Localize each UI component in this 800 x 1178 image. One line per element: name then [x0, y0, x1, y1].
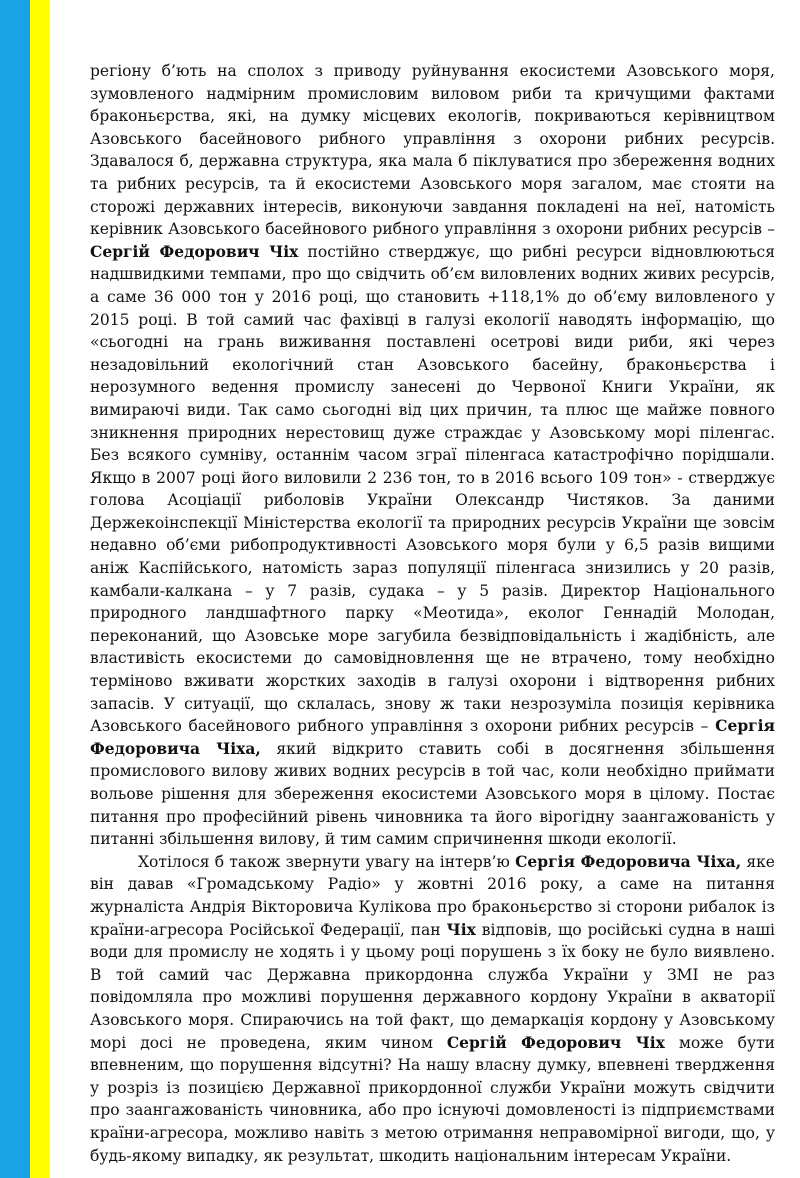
flag-stripe-yellow [30, 0, 50, 1178]
name-bold: Чіх [446, 919, 476, 939]
paragraph-1-text: який відкрито ставить собі в досягнення збільшення промислового вилову живих водних ресурсів в той час, коли необхідно приймати вольове рішення для збереження екосистеми Азовського моря в цілому. Постає питання про професійний рівень чиновника та його вірогідну заангажованість у питанні збільшення вилову, й тим самим спричинення шкоди екології. [90, 739, 775, 849]
paragraph-2-text: може бути впевненим, що порушення відсутні? На нашу власну думку, впевнені твердження у розріз із позицією Державної прикордонної служби України можуть свідчити про заангажованість чиновника, або про існуючі домовленості із підприємствами країни-агресора, можливо навіть з метою отримання неправомірної вигоди, що, у будь-якому випадку, як результат, шкодить національним інтересам України. [90, 1033, 775, 1165]
paragraph-1-text: постійно стверджує, що рибні ресурси відновлюються надшвидкими темпами, про що свідчить об’єм виловлених водних живих ресурсів, а саме 36 000 тон у 2016 році, що становить +118,1% до об’єму виловленого у 2015 році. В той самий час фахівці в галузі екології наводять інформацію, що «сьогодні на грань виживання поставлені осетрові види риби, які через незадовільний екологічний стан Азовського басейну, браконьєрства і нерозумного ведення промислу занесені до Червоної Книги України, як вимираючі види. Так само сьогодні від цих причин, та плюс ще майже повного зникнення природних нерестовищ дуже страждає у Азовському морі піленгас. Без всякого сумніву, останнім часом зграї піленгаса катастрофічно порідшали. Якщо в 2007 році його виловили 2 236 тон, то в 2016 всього 109 тон» - стверджує голова Асоціації риболовів України Олександр Чистяков. За даними Держекоінспекції Міністерства екології та природних ресурсів України ще зовсім недавно об’єми рибопродуктивності Азовського моря були у 6,5 разів вищими аніж Каспійського, натомість зараз популяції піленгаса знизились у 20 разів, камбали-калкана – у 7 разів, судака – у 5 разів. Директор Національного природного ландшафтного парку «Меотида», еколог Геннадій Молодан, переконаний, що Азовське море загубила безвідповідальність і жадібність, але властивість екосистеми до самовідновлення ще не втрачено, тому необхідно терміново вживати жорстких заходів в галузі охорони і відтворення рибних запасів. У ситуації, що склалась, знову ж таки незрозуміла позиція керівника Азовського басейнового рибного управління з охорони рибних ресурсів – [90, 242, 775, 736]
document-page [90, 60, 775, 1167]
name-bold: Сергій Федорович Чіх [446, 1032, 665, 1052]
name-bold: Сергія Федоровича Чіха, [515, 851, 742, 871]
paragraph-1 [90, 60, 775, 851]
name-bold: Сергія Федоровича Чіха, [90, 716, 775, 758]
paragraph-1-text: регіону б’ють на сполох з приводу руйнування екосистеми Азовського моря, зумовленого надмірним промисловим виловом риби та кричущими фактами браконьєрства, які, на думку місцевих екологів, покриваються керівництвом Азовського басейнового рибного управління з охорони рибних ресурсів. Здавалося б, державна структура, яка мала б піклуватися про збереження водних та рибних ресурсів, та й екосистеми Азовського моря загалом, має стояти на сторожі державних інтересів, виконуючи завдання покладені на неї, натомість керівник Азовського басейнового рибного управління з охорони рибних ресурсів – [90, 62, 775, 239]
paragraph-2-text: яке він давав «Громадському Радіо» у жовтні 2016 року, а саме на питання журналіста Андрія Вікторовича Кулікова про браконьєрство зі сторони рибалок із країни-агресора Російської Федерації, пан [90, 852, 775, 939]
flag-stripe-blue [0, 0, 30, 1178]
paragraph-2 [90, 851, 775, 1167]
paragraph-2-text: Хотілося б також звернути увагу на інтерв’ю [138, 852, 516, 871]
paragraph-2-text: відповів, що російські судна в наші води для промислу не ходять і у цьому році порушень з їх боку не було виявлено. В той самий час Державна прикордонна служба України у ЗМІ не раз повідомляла про можливі порушення державного кордону України в акваторії Азовського моря. Спираючись на той факт, що демаркація кордону у Азовському морі досі не проведена, яким чином [90, 920, 775, 1052]
name-bold: Сергій Федорович Чіх [90, 241, 299, 261]
